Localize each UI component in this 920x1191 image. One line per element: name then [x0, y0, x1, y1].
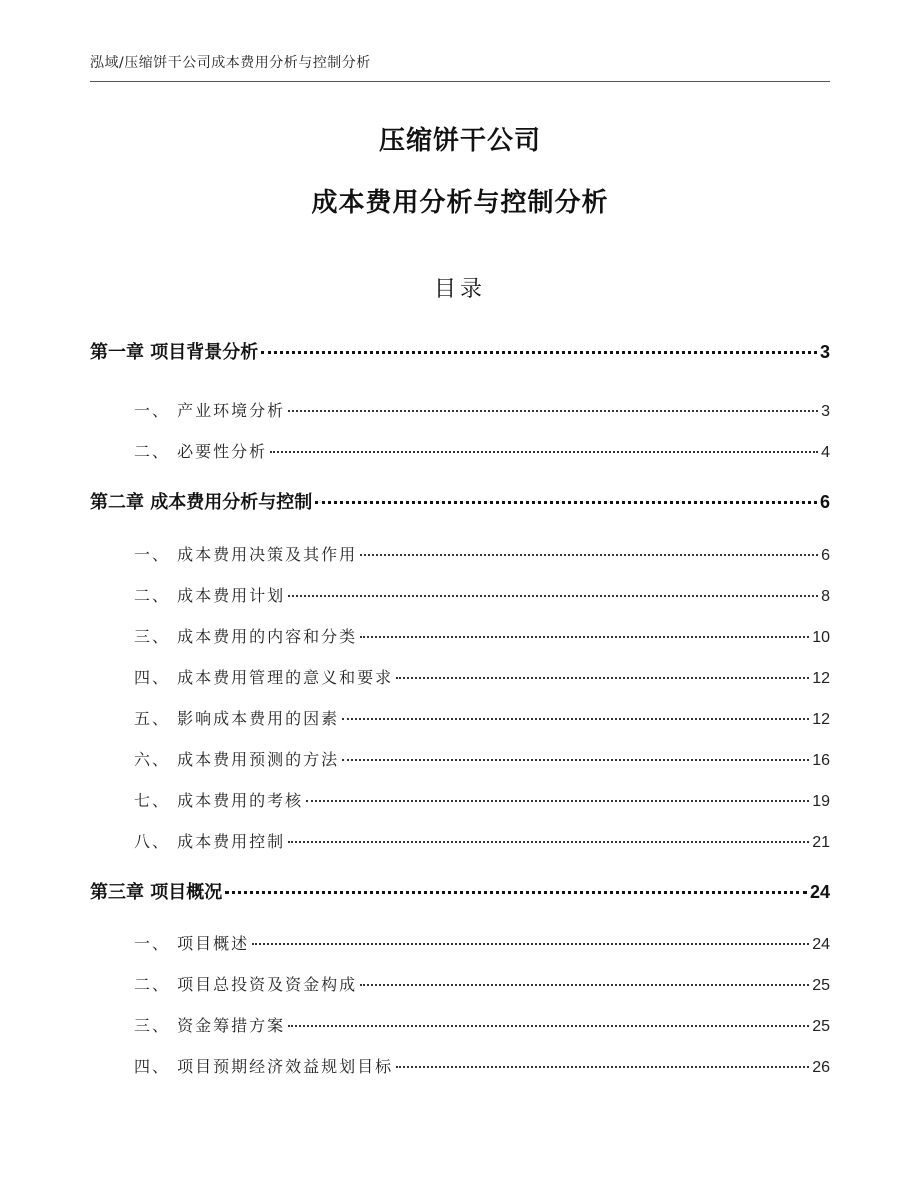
toc-entry-label: 五、 影响成本费用的因素 — [134, 709, 340, 728]
running-header: 泓域/压缩饼干公司成本费用分析与控制分析 — [90, 55, 371, 71]
toc-page-number: 3 — [821, 403, 830, 420]
toc-entry-label: 二、 项目总投资及资金构成 — [134, 975, 358, 994]
toc-entry-label: 六、 成本费用预测的方法 — [134, 750, 340, 769]
toc-entry-label: 第二章 成本费用分析与控制 — [90, 492, 313, 513]
toc-section-entry[interactable] — [90, 706, 830, 729]
toc-section-entry[interactable] — [90, 1013, 830, 1036]
toc-page-number: 4 — [821, 444, 830, 461]
toc-page-number: 24 — [812, 936, 830, 953]
toc-entry-label: 三、 资金筹措方案 — [134, 1016, 286, 1035]
toc-chapter-3[interactable] — [90, 878, 830, 904]
toc-dot-leader — [288, 410, 818, 412]
toc-page-number: 25 — [812, 977, 830, 994]
toc-section-entry[interactable] — [90, 439, 830, 462]
toc-entry-label: 七、 成本费用的考核 — [134, 791, 304, 810]
document-title-line-2: 成本费用分析与控制分析 — [311, 188, 609, 218]
toc-entry-label: 八、 成本费用控制 — [134, 832, 286, 851]
toc-chapter-1[interactable] — [90, 338, 830, 364]
toc-page-number: 6 — [821, 547, 830, 564]
toc-chapter-2[interactable] — [90, 488, 830, 514]
toc-section-entry[interactable] — [90, 624, 830, 647]
toc-dot-leader — [288, 841, 809, 843]
toc-section-entry[interactable] — [90, 542, 830, 565]
toc-entry-label: 一、 成本费用决策及其作用 — [134, 545, 358, 564]
toc-dot-leader — [252, 943, 809, 945]
toc-page-number: 16 — [812, 752, 830, 769]
toc-section-entry[interactable] — [90, 665, 830, 688]
toc-heading: 目录 — [433, 277, 486, 302]
toc-page-number: 19 — [812, 793, 830, 810]
toc-page-number: 25 — [812, 1018, 830, 1035]
toc-page-number: 12 — [812, 670, 830, 687]
toc-dot-leader — [261, 351, 817, 354]
toc-entry-label: 四、 成本费用管理的意义和要求 — [134, 668, 394, 687]
toc-page-number: 10 — [812, 629, 830, 646]
toc-dot-leader — [360, 984, 809, 986]
toc-entry-label: 四、 项目预期经济效益规划目标 — [134, 1057, 394, 1076]
toc-dot-leader — [288, 1025, 809, 1027]
toc-dot-leader — [360, 554, 818, 556]
toc-dot-leader — [342, 759, 809, 761]
toc-section-entry[interactable] — [90, 583, 830, 606]
toc-page-number: 3 — [819, 342, 830, 362]
toc-section-entry[interactable] — [90, 747, 830, 770]
toc-section-entry[interactable] — [90, 1054, 830, 1077]
toc-entry-label: 二、 必要性分析 — [134, 442, 268, 461]
toc-entry-label: 三、 成本费用的内容和分类 — [134, 627, 358, 646]
toc-page-number: 6 — [819, 492, 830, 512]
toc-page-number: 12 — [812, 711, 830, 728]
toc-section-entry[interactable] — [90, 788, 830, 811]
toc-page-number: 21 — [812, 834, 830, 851]
toc-dot-leader — [306, 800, 809, 802]
toc-section-entry[interactable] — [90, 972, 830, 995]
toc-page-number: 24 — [809, 882, 830, 902]
toc-section-entry[interactable] — [90, 398, 830, 421]
document-title-line-1: 压缩饼干公司 — [378, 126, 541, 156]
toc-dot-leader — [342, 718, 809, 720]
toc-entry-label: 一、 产业环境分析 — [134, 401, 286, 420]
toc-section-entry[interactable] — [90, 931, 830, 954]
toc-dot-leader — [270, 451, 818, 453]
toc-page-number: 26 — [812, 1059, 830, 1076]
toc-dot-leader — [225, 891, 807, 894]
toc-entry-label: 一、 项目概述 — [134, 934, 250, 953]
toc-dot-leader — [288, 595, 818, 597]
toc-dot-leader — [396, 677, 809, 679]
toc-dot-leader — [360, 636, 809, 638]
toc-section-entry[interactable] — [90, 829, 830, 852]
header-rule — [90, 81, 830, 82]
toc-entry-label: 第一章 项目背景分析 — [90, 342, 259, 363]
toc-entry-label: 第三章 项目概况 — [90, 882, 223, 903]
toc-dot-leader — [315, 501, 817, 504]
toc-page-number: 8 — [821, 588, 830, 605]
toc-dot-leader — [396, 1066, 809, 1068]
toc-entry-label: 二、 成本费用计划 — [134, 586, 286, 605]
